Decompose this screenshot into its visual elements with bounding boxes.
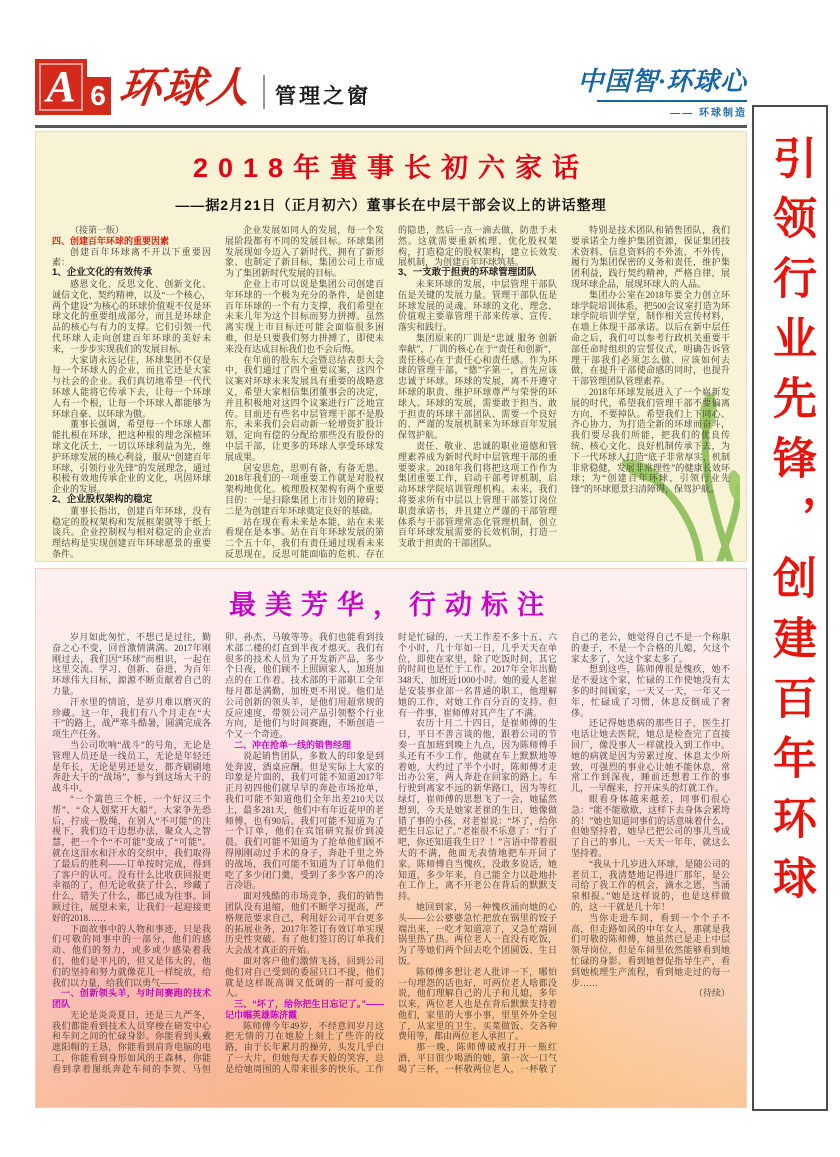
article-paragraph: 说起销售团队，多数人的印象是到处奔波，酒桌应酬。但是实际上大家的印象是片面的，我们可能不知道2017年正月初四他们就早早的奔赴市场抢单，我们可能不知道他们全年出差210天以上，最多281天，他们中有年近花甲的老师傅，也有90后。我们可能不知道为了一个订单，他们在宾馆研究报价到凌晨。我们可能不知道为了抢单他们顾不得刚刚动过手术的身子，奔赴千里之外的战场，我们可能不知道为了订单他们吃了多少闭门羹，受到了多少客户的冷言冷语。: [225, 750, 384, 891]
article-paragraph: 2018年环球发展进入了一个崭新发展的时代，希望我们管理干部不要偏离方向，不要掉队。希望我们上下同心、齐心协力，为打造全新的环球而奋斗，我们要尽我们所能，把我们的优良传统、核心文化、良好机制传承下去，为下一代环球人打造“底子非常厚实，机制非常稳健，发展非常理性”的健康长效环球；为“创建百年环球，引领行业先锋”的环球愿景扫清障碍，保驾护航。: [571, 386, 730, 495]
brand-slogan: 中国智·环球心: [577, 67, 747, 96]
article-subhead: 1、企业文化的有效传承: [52, 267, 153, 279]
article-body-columns: [36, 622, 746, 1090]
article-subhead: 四、创建百年环球的重要因素: [52, 235, 170, 246]
article-subhead: 3、一支敢于担责的环球管理团队: [398, 267, 537, 279]
article-paragraph: 想到这些，陈师傅很是愧疚，她不是不爱这个家，忙碌的工作使她没有太多的时间顾家，一天又一天，一年又一年，忙碌成了习惯，休息反倒成了奢侈。: [571, 664, 730, 718]
article-paragraph: 她回到家，另一种愧疚涌向她的心头——公公婆婆急忙把放在锅里的饺子端出来，一吃才知道凉了，又急忙端回锅里热了热。两位老人一直没有吃饭，为了等她们两个回去吃个团圆饭、生日饭。: [398, 901, 557, 966]
article-paragraph: 当你走进车间，看到一个个子不高，但走路如风的中年女人，那就是我们可敬的陈师傅，她虽然已是走上中层领导岗位，但是车间里依然能够看到她忙碌的身影。看到她督促指导生产，看到她梳理生产流程，看到她走过的每一步……: [571, 912, 730, 988]
article-paragraph: 感恩文化、反思文化、创新文化、诚信文化、契约精神，以及“一个核心，两个建设”为核心的环球价值观不仅是环球文化的重要组成部分，而且是环球企品的核心与有力的支撑。它们引领一代代环球人走向创建百年环球的美好未来，一步步实现我们的发展目标。: [52, 278, 211, 354]
page-number: 6: [85, 77, 111, 115]
article-paragraph: “我从十几岁进入环球，是随公司的老员工，我清楚地记得进厂那年，是公司给了我工作的机会，滴水之恩，当涌泉相报。”她是这样说的，也是这样做的，这一干就是几十年！: [571, 858, 730, 912]
slogan-underline: [597, 100, 747, 102]
article-paragraph: “一个篱笆三个桩，一个好汉三个帮”、“众人划桨开大船”，大家争先恐后，拧成一股绳，在别人“不可能”的注视下，我们边干边想办法，聚众人之智慧，把一个个“不可能”变成了“可能”。就在这泪水和汗水的交织中，我们取得了最后的胜利——订单按时完成，得到了客户的认可。没有什么比收获回报更幸福的了，但无论收获了什么，珍藏了什么，错失了什么，都已成为往事。回顾过往，展望未来，让我们一起迎接更好的2018……: [52, 793, 211, 923]
article-paragraph: 大家请永远记住，环球集团不仅是每一个环球人的企业，而且它还是大家与社会的企业。我们真切地希望一代代环球人能将它传承下去，让每一个环球人有一个根，让每一个环球人都能够为环球自豪、以环球为傲。: [52, 354, 211, 419]
article-paragraph: 责任、敬业、忠诚的职业道德和管理素养成为新时代时中层管理干部的重要要求。2018年我们将把这项工作作为集团重要工作，启动干部考评机制，启动环球学院培训管理机构。未来，我们将要求所有中层以上管理干部签订岗位职责承诺书，并且建立严谨的干部管理体系与干部管理常态化管理机制，创立百年环球发展需要的长效机制，打造一支敢于担责的干部团队。: [398, 440, 557, 549]
article-paragraph: （待续）: [693, 988, 730, 999]
article-paragraph: 陈师傅今年49岁，不经意间岁月这把无情的刀在她脸上刻上了些许的纹路，由于长年累月的操劳，头发几乎白了一大片，但她每天春天般的笑容，总是给她周围的人带来很多的快乐。工作时是忙碌的，一天工作差不多十五、六个小时，几十年如一日，几乎天天在单位，即使在家里，除了吃饭时间，其它的时间也是忙于工作。2017年全年出勤348天，加班近1000小时。她的爱人老崔是安装事业部一名普通的职工，他理解她的工作，对她工作百分百的支持。但有一件事，崔师傅对其产生了不满。: [225, 632, 557, 1074]
article-best-years: [35, 568, 747, 1108]
header-rule: [35, 125, 747, 128]
article-paragraph: 当公司吹响“战斗”的号角，无论是管理人员还是一线员工，无论是年轻还是年长，无论是男还是女，都齐刷刷地奔赴大干的“战场”，参与到这场大干的战斗中。: [52, 739, 211, 794]
article-paragraph: 未来环球的发展，中层管理干部队伍是关键的发展力量。管理干部队伍是环球发展的灵魂。环球的文化、理念、价值观主要靠管理干部来传承、宣传、落实和践行。: [398, 278, 557, 333]
article-paragraph: 居安思危，思则有备，有备无患。2018年我们的一项重要工作就是对股权架构地优化。梳理股权架构有两个重要目的：一是扫除集团上市计划的障碍；二是为创建百年环球奠定良好的基础。: [225, 462, 384, 516]
brand-slogan-sub: —— 环球制造: [670, 108, 747, 119]
article-paragraph: 董事长指出，创建百年环球，没有稳定的股权架构和发展框架就等于纸上谈兵。企业控制权与相对稳定的企业治理结构是实现创建百年环球愿景的重要条件。: [52, 505, 211, 559]
article-paragraph: 集团原来的厂训是“忠诚 服务 创新 奉献”，厂训的核心在于“责任和创新”，责任核心在于责任心和责任感。作为环球的管理干部，“德”字第一，首先应该忠诚于环球。环球的发展，离不开遵守环球的职责、维护环球尊严与荣誉的环球人。环球的发展，需要敢于担当、敢于担责的环球干部团队、需要一个良好的、严谨的发展机制来为环球百年发展保驾护航。: [398, 332, 557, 441]
page-number-badge: [35, 59, 109, 115]
article-paragraph: 面对残酷的市场竞争，我们的销售团队没有退缩，他们不断学习提高，严格规范要求自己，利用好公司平台更多的拓展业务，2017年签订有效订单实现历史性突破。有了他们签订的订单我们大会战才真正的开始。: [225, 891, 384, 956]
article-paragraph: 企业上市可以说是集团公司创建百年环球的一个极为充分的条件，是创建百年环球的一个有力支撑，我们希望在未来几年为这个目标而努力拼搏。虽然离实现上市目标还可能会面临很多困难，但是只要我们努力拼搏了，即使未来没有达成目标我们也不会后悔。: [225, 278, 384, 354]
article-paragraph: 还记得她患病的那些日子，医生打电话让她去医院，她总是检查完了直接回厂，像没事人一样就投入到工作中。她的病就是因为劳累过度、休息太少所致，可强烈的事业心让她不能休息，常常工作到深夜，睡前还想着工作的事儿，一早醒来，拧开床头的灯就工作。: [571, 718, 730, 794]
article-paragraph: 下面故事中的人物和事迹，只是我们可敬的同事中的一部分，他们的感动、他们的努力，或多或少感染着我们，他们是平凡的，但又是伟大的，他们的坚持和努力就像花儿一样绽放，给我们以力量，给我们以勇气——: [52, 923, 211, 988]
article-subtitle: ——据2月21日（正月初六）董事长在中层干部会议上的讲话整理: [175, 197, 607, 213]
article-body-columns: [36, 215, 746, 562]
article-paragraph: 创建百年环球离不开以下重要因素：: [52, 246, 211, 268]
article-title: 最美芳华，行动标注: [229, 590, 553, 620]
article-paragraph: 岁月如此匆忙，不想已是过往，勤奋之心不变，回首激情满满。2017年刚刚过去，我们因“环球”而相识，一起在这里交流、学习、创新、奋进，为百年环球伟大目标，源源不断贡献着自己的力量。: [52, 632, 211, 696]
article-paragraph: 农历十月二十四日，是崔师傅的生日，平日不善言谈的他，跟着公司的节奏一直加班到晚上九点，因为陈师傅手头还有不少工作，他就在车上默默地等着她，大约过了半个小时，陈师傅才走出办公室，两人奔赴在回家的路上。车行驶到离家不远的新华路口，因为等红绿灯，崔师傅的思想飞了一会，她猛然想到，今天是她家老崔的生日，她像做错了事的小孩，对老崔说：“坏了，给你把生日忘记了。”老崔很不乐意了：“行了吧，你还知道我生日？！”言语中带着很大的不满，他面无表情地把车开回了家。陈师傅自当愧疚，没敢多说话，她知道，多少年来，自己能全力以赴地扑在工作上，离不开老公在背后的默默支持。: [398, 718, 557, 902]
article-paragraph: 眼看身体越来越差，同事们很心急：“能不能歇歇，这样下去身体会累垮的！”她也知道同事们的话意味着什么，但她坚持着，她早已把公司的事儿当成了自己的事儿，一天天一年年，就这么坚持着。: [571, 793, 730, 858]
article-subhead: 一、创新领头羊，与时间赛跑的技术团队: [52, 988, 211, 1010]
vertical-slogan-text: 引领行业先锋，创建百年环球: [766, 135, 815, 915]
article-paragraph: （接第一版）: [70, 225, 125, 235]
masthead-title: 环球人: [116, 66, 254, 112]
article-chairman-speech: [35, 131, 747, 562]
article-subhead: 2、企业股权架构的稳定: [52, 493, 153, 505]
article-paragraph: 那一晚，陈师傅破戒打开一瓶红酒，平日很少喝酒的她，第一次一口气喝了三杯，一杯敬两位老人，一杯敬了自己的老公，她觉得自己不是一个称职的妻子，不是一个合格的儿媳，欠这个家太多了，欠这个家太多了。: [398, 632, 730, 1074]
header-divider: [263, 75, 265, 109]
page-header: [35, 55, 747, 125]
article-title: 2018年董事长初六家话: [192, 153, 590, 183]
article-paragraph: 董事长强调，希望每一个环球人都能扎根在环球，把这种根的理念深植环球文化沃土，一切以环球利益为先，维护环球发展的核心利益，服从“创建百年环球，引领行业先锋”的发展理念，通过积极有效地传承企业的文化，巩固环球企业的发展。: [52, 419, 211, 495]
article-paragraph: 无论是炎炎夏日，还是三九严冬，我们都能看到技术人员穿梭在研发中心和车间之间的忙碌身影。你能看到头戴遮阳帽的王恳，你能看到肩背电脑的电工，你能看到身形如风的王森林，你能看到拿着图纸奔赴车间的李贺、马恒卯、孙杰、马敏等等。我们也能看到技术部二楼的灯直到半夜才熄灭。我们有很多的技术人员为了开发新产品，多少个日夜，他们顾不上照顾家人，加班加点的在工作着。技术部的干部职工全年每月都是满勤，加班更不用说。他们是公司创新的领头羊，是他们用超常规的反应速度，带领公司产品引领整个行业方向，是他们与时间赛跑，不断创造一个又一个奇迹。: [52, 632, 384, 1074]
section-title: 管理之窗: [275, 84, 372, 108]
article-subhead: 二、冲在抢单一线的销售经理: [234, 739, 352, 750]
article-paragraph: 在年前的股东大会暨总结表彰大会中，我们通过了四个重要议案，这四个议案对环球未来发展具有重要的战略意义，希望大家相信集团董事会的决定，并且积极地对这四个议案进行广泛地宣传。目前还有些名中层管理干部不是股东，未来我们会启动新一轮增资扩股计划，定向有偿的分配给那些没有股份的中层干部，让更多的环球人享受环球发展成果。: [225, 354, 384, 462]
page-letter: A: [35, 59, 87, 115]
article-subhead: 三、“坏了，给你把生日忘记了。”——记巾帼英雄陈济霞: [225, 999, 384, 1020]
vertical-slogan-banner: [752, 105, 828, 1111]
article-paragraph: 集团办公室在2018年要全力创立环球学院培训体系，把500会议室打造为环球学院培训学堂，制作相关宣传材料，在墙上体现干部承诺。以后在新中层任命之后，我们可以参考行政机关重要干部任命时组织的宣誓仪式，明确告诉管理干部我们必须怎么做、应该如何去做，在提升干部使命感的同时，也提升干部管理团队管理素养。: [571, 289, 730, 387]
article-paragraph: 站在现在看未来是本能，站在未来看现在是本事。站在百年环球发展的第二个五十年，我们有责任通过现看未来反思现在，反思可能面临的危机、存在的隐患，然后一点一滴去做，防患于未然。这就需要重新梳理、优化股权架构，打造稳定的股权架构，建立长效发展机制，为创建百年环球筑基。: [225, 225, 557, 559]
article-paragraph: 面对客户他们激情飞扬，回到公司他们对自己受到的委屈只口不提，他们就是这样既高调又低调的一群可爱的人。: [225, 955, 384, 999]
article-paragraph: 汗水里的情谊，是岁月难以磨灭的珍藏。这一年，我们有八个月走在“大干”的路上，战严寒斗酷暑，圆满完成各项生产任务。: [52, 696, 211, 740]
article-paragraph: 陈师傅多想让老人批评一下，哪怕一句埋怨的话也好，可两位老人啥都没说，他们理解自己的儿子和儿媳，多年以来，两位老人也是在背后默默支持着他们，家里的大事小事，里里外外全包了，从家里的卫生、买菜做饭、交各种费用等，都由两位老人承担了。: [398, 966, 557, 1042]
article-paragraph: 企业发展如同人的发展，每一个发展阶段都有不同的发展目标。环球集团发展现如今迈入了新时代、拥有了新形象、也制定了新目标，集团公司上市成为了集团新时代发展的目标。: [225, 225, 384, 279]
article-paragraph: 特别是技术团队和销售团队，我们要承诺全力维护集团资源，保证集团技术资料、信息资料的不外流、不外传，履行为集团保密的义务和责任，维护集团利益，践行契约精神，严格自律，展现环球企品，展现环球人的人品。: [571, 225, 730, 289]
